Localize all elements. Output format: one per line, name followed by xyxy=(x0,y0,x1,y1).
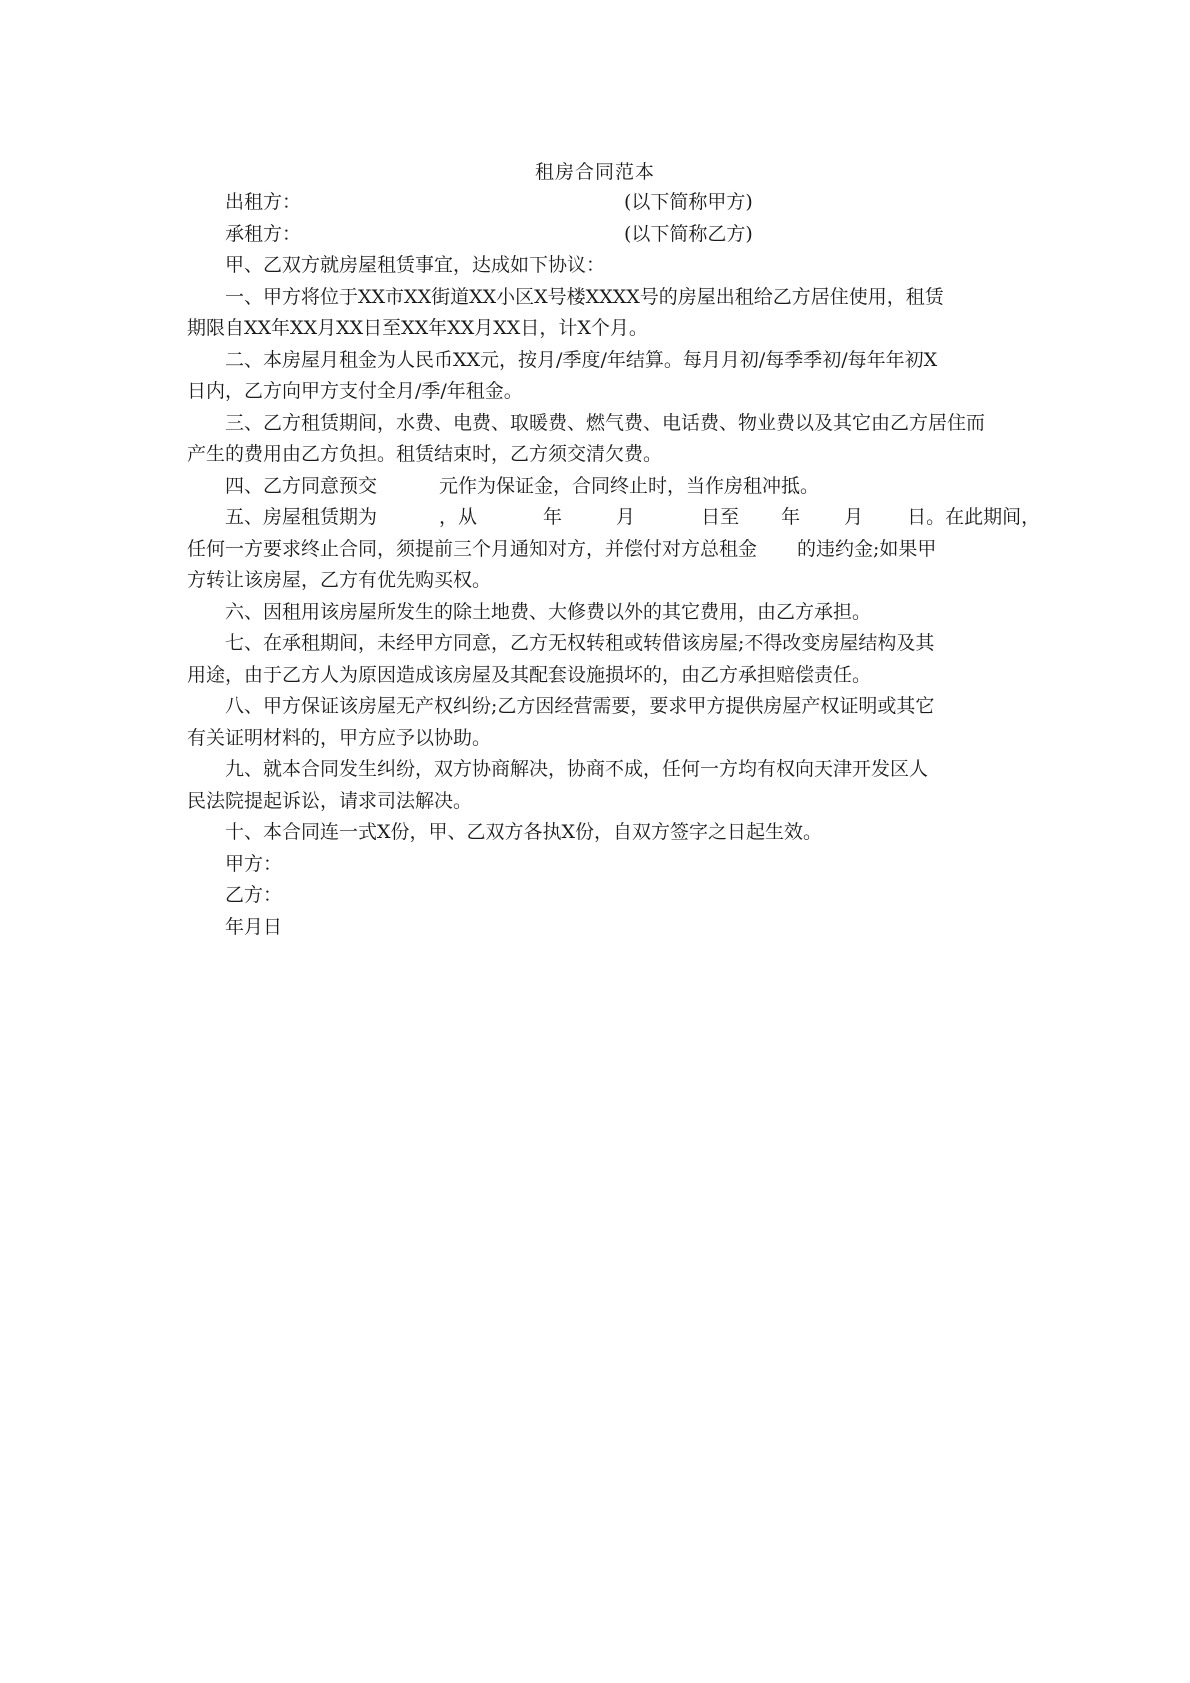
clause-2-line-2: 日内，乙方向甲方支付全月/季/年租金。 xyxy=(187,380,523,402)
lessor-label: 出租方： xyxy=(225,191,302,213)
clause-6: 六、因租用该房屋所发生的除土地费、大修费以外的其它费用，由乙方承担。 xyxy=(225,600,872,623)
clause-1-line-2: 期限自XX年XX月XX日至XX年XX月XX日，计X个月。 xyxy=(187,317,648,339)
clause-9-line-2: 民法院提起诉讼，请求司法解决。 xyxy=(187,789,473,812)
clause-5-line-1 xyxy=(187,502,1041,534)
clause-7-line-2: 用途，由于乙方人为原因造成该房屋及其配套设施损坏的，由乙方承担赔偿责任。 xyxy=(187,663,872,686)
clause-5-d: 月 xyxy=(616,506,636,528)
clause-5-line-2b: 的违约金;如果甲 xyxy=(797,537,937,560)
clause-8-line-1: 八、甲方保证该房屋无产权纠纷;乙方因经营需要，要求甲方提供房屋产权证明或其它 xyxy=(225,695,935,717)
clause-7-line-1: 七、在承租期间，未经甲方同意，乙方无权转租或转借该房屋;不得改变房屋结构及其 xyxy=(225,632,935,654)
document-body xyxy=(187,187,1041,943)
lessee-label: 承租方： xyxy=(225,222,302,245)
clause-5-g: 月 xyxy=(844,506,864,528)
lessor-note: (以下简称甲方) xyxy=(624,191,753,213)
clause-3-line-1: 三、乙方租赁期间，水费、电费、取暖费、燃气费、电话费、物业费以及其它由乙方居住而 xyxy=(225,411,986,434)
lessee-note: (以下简称乙方) xyxy=(624,222,753,245)
clause-3-line-2: 产生的费用由乙方负担。租赁结束时，乙方须交清欠费。 xyxy=(187,443,663,465)
clause-5-h: 日。在此期间， xyxy=(907,506,1041,528)
clause-5-line-3: 方转让该房屋，乙方有优先购买权。 xyxy=(187,569,492,591)
signature-date: 年月日 xyxy=(225,915,283,938)
document-title: 租房合同范本 xyxy=(534,161,655,183)
lessor-row xyxy=(187,187,1017,219)
clause-4 xyxy=(187,471,1017,503)
clause-10: 十、本合同连一式X份，甲、乙双方各执X份，自双方签字之日起生效。 xyxy=(225,821,823,843)
clause-5-line-2 xyxy=(187,534,1017,566)
clause-5-b: ，从 xyxy=(439,506,478,528)
clause-8-line-2: 有关证明材料的，甲方应予以协助。 xyxy=(187,726,492,749)
clause-4-part-1: 四、乙方同意预交 xyxy=(225,474,378,497)
clause-5-e: 日至 xyxy=(701,506,740,528)
signature-party-a: 甲方： xyxy=(225,852,283,875)
lessee-row xyxy=(187,219,1017,251)
clause-5-line-2a: 任何一方要求终止合同，须提前三个月通知对方，并偿付对方总租金 xyxy=(187,537,758,560)
clause-4-part-2: 元作为保证金，合同终止时，当作房租冲抵。 xyxy=(439,474,820,497)
clause-5-f: 年 xyxy=(781,506,801,528)
clause-5-a: 五、房屋租赁期为 xyxy=(225,506,378,528)
clause-9-line-1: 九、就本合同发生纠纷，双方协商解决，协商不成，任何一方均有权向天津开发区人 xyxy=(225,758,929,780)
clause-5-c: 年 xyxy=(543,506,563,528)
signature-party-b: 乙方： xyxy=(225,884,283,906)
clause-1-line-1: 一、甲方将位于XX市XX街道XX小区X号楼XXXX号的房屋出租给乙方居住使用，租赁 xyxy=(225,285,944,308)
intro-text: 甲、乙双方就房屋租赁事宜，达成如下协议： xyxy=(225,254,606,276)
clause-2-line-1: 二、本房屋月租金为人民币XX元，按月/季度/年结算。每月月初/每季季初/每年年初X xyxy=(225,348,938,371)
